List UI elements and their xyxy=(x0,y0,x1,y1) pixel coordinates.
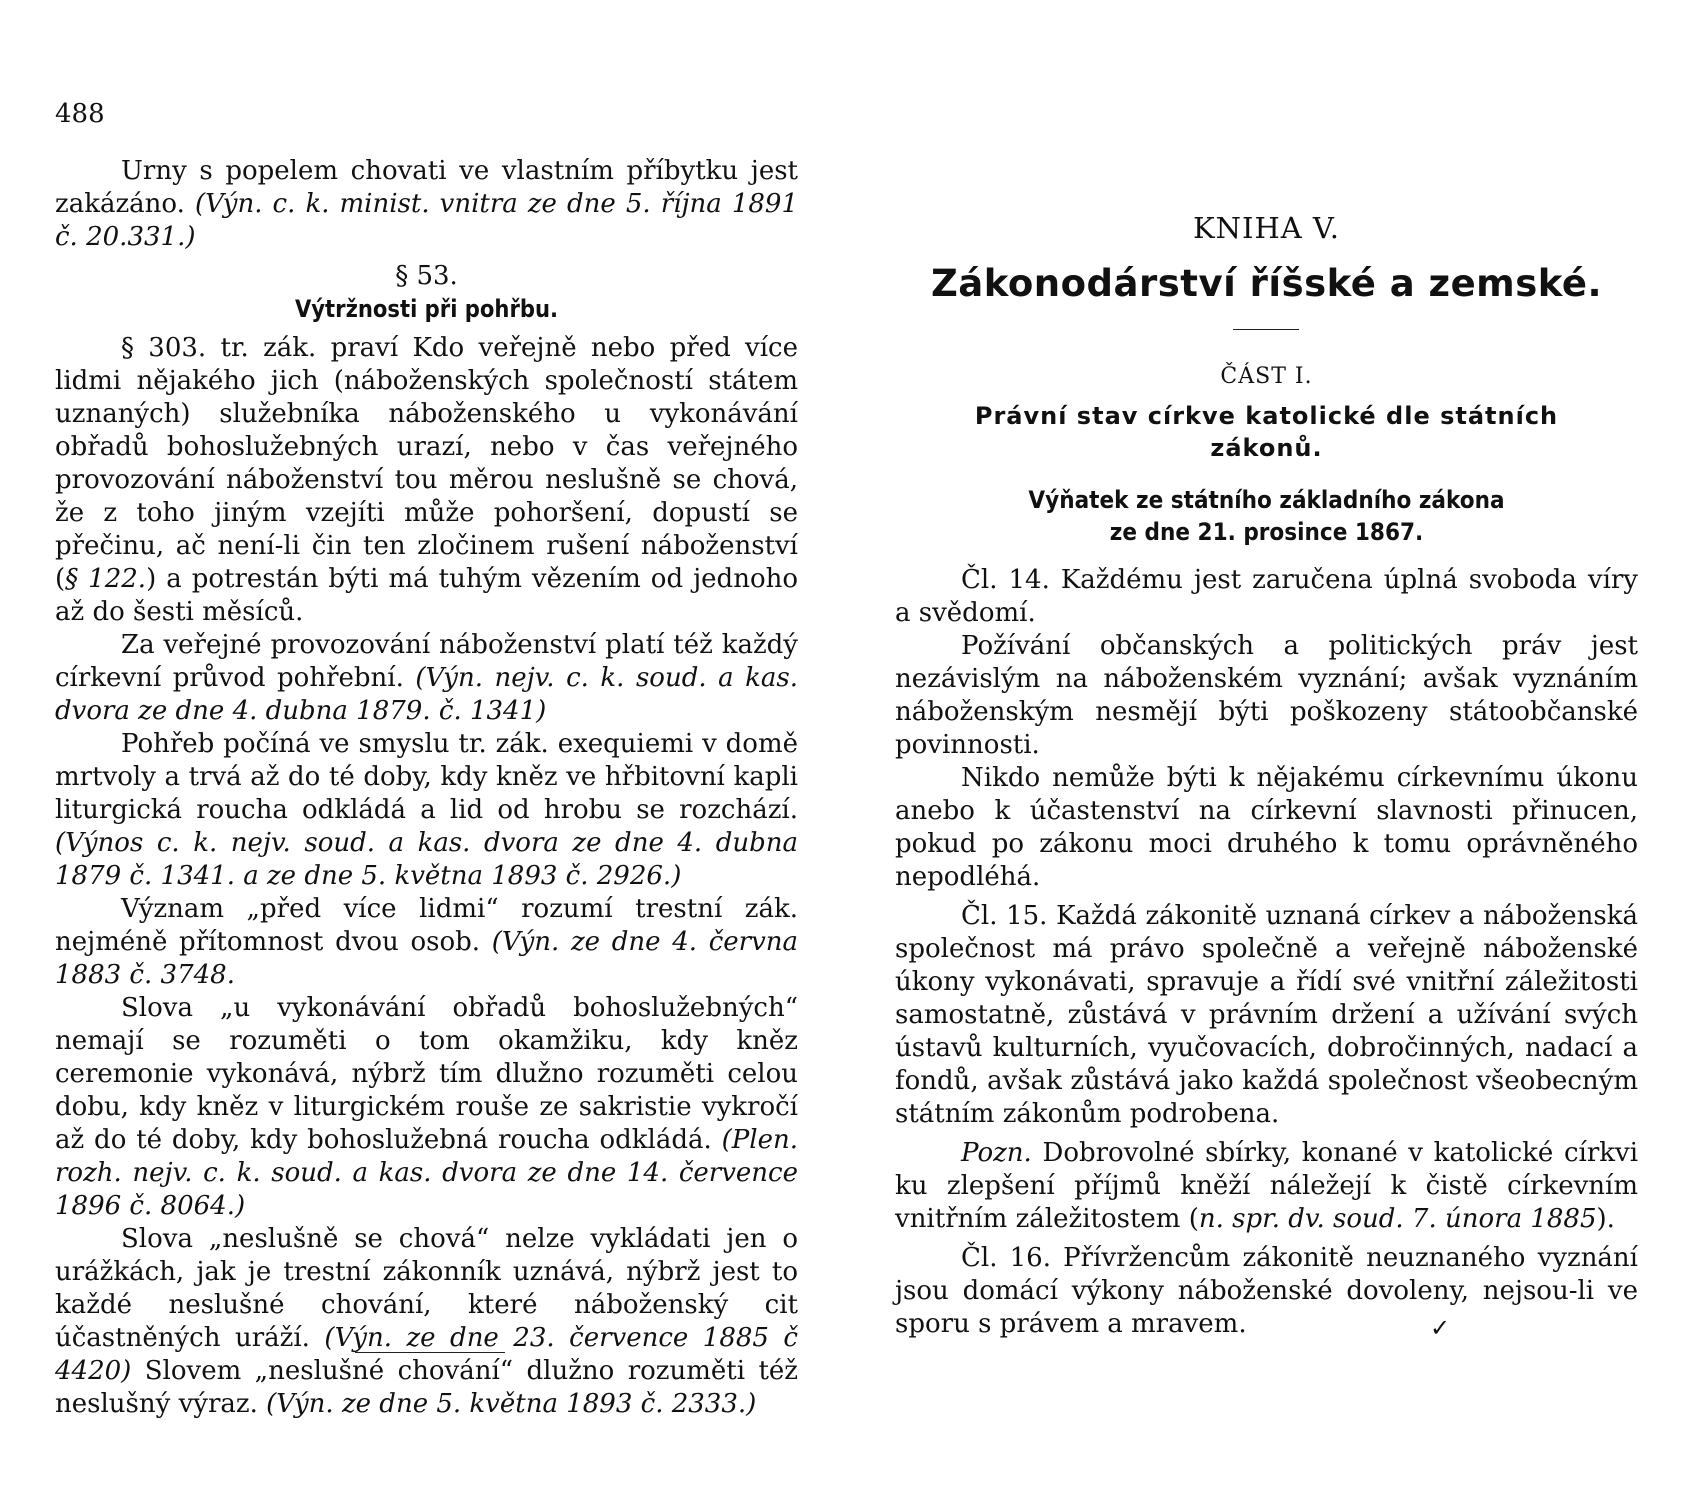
citation: (Výn. ze dne 5. května 1893 č. 2333.) xyxy=(266,1389,757,1419)
citation: (Výn. c. k. minist. vnitra ze dne 5. října 1891 č. 20.331.) xyxy=(55,189,798,252)
subtitle-line-1: Výňatek ze státního základního zákona xyxy=(1028,486,1505,514)
paragraph-text: Slova „u vykonávání obřadů bohoslužebných“ nemají se rozuměti o tom okamžiku, kdy kněz ceremonie vykonává, nýbrž tím dlužno rozuměti celou dobu, kdy kněz v liturgickém rouše ze sakristie vykročí až do té doby, kdy bohoslužebná roucha odkládá. xyxy=(55,993,798,1155)
main-title: Zákonodárství říšské a zemské. xyxy=(930,262,1603,305)
section-title-wrap xyxy=(55,293,798,326)
paragraph-no-compulsion: Nikdo nemůže býti k nějakému církevnímu úkonu anebo k účastenství na církevní slavnosti přinucen, pokud po zákonu moci druhého k tomu oprávněného nepodléhá. xyxy=(895,763,1638,892)
paragraph-text: Urny s popelem chovati ve vlastním příbytku jest zakázáno. xyxy=(55,156,798,219)
ink-mark: ✓ xyxy=(1430,1314,1451,1342)
article-15: Čl. 15. Každá zákonitě uznaná církev a náboženská společnost má právo společně a veřejně náboženské úkony vykonávati, spravuje a řídí své vnitřní záležitosti samostatně, zůstává v právním držení a užívání svých ústavů kulturních, vyučovacích, dobročinných, nadací a fondů, avšak zůstává jako každá společnost všeobecným státním zákonům podrobena. xyxy=(895,901,1638,1129)
paragraph-text: Pohřeb počíná ve smyslu tr. zák. exequiemi v domě mrtvoly a trvá až do té doby, kdy kněz ve hřbitovní kapli liturgická roucha odkládá a lid od hrobu se rozchází. xyxy=(55,729,798,825)
paragraph-text: Za veřejné provozování náboženství platí též každý církevní průvod pohřební. xyxy=(55,630,798,693)
paragraph-text: Slova „neslušně se chová“ nelze vykládati jen o urážkách, jak je trestní zákonník uznává, nýbrž jest to každé neslušné chování, které náboženský cit účastněných uráží. xyxy=(55,1224,798,1353)
paragraph-urns xyxy=(55,155,798,254)
paragraph-text-end: ) a potrestán býti má tuhým vězením od jednoho až do šesti měsíců. xyxy=(55,564,799,627)
paragraph-procession xyxy=(55,629,798,728)
title-rule xyxy=(1233,329,1299,330)
paragraph-funeral-start xyxy=(55,728,798,893)
note-paragraph xyxy=(895,1137,1638,1236)
law-reference: § 122. xyxy=(65,564,147,594)
citation: (Výn. ze dne 4. června 1883 č. 3748. xyxy=(55,927,799,990)
citation: n. spr. dv. soud. 7. února 1885 xyxy=(1198,1204,1597,1234)
page-number: 488 xyxy=(55,99,105,129)
note-label: Pozn. xyxy=(961,1138,1032,1168)
paragraph-indecent xyxy=(55,1223,798,1421)
section-title: Právní stav církve katolické dle státních zákonů. xyxy=(974,402,1559,462)
subtitle-line-2: ze dne 21. prosince 1867. xyxy=(1109,518,1424,546)
note-text: Dobrovolné sbírky, konané v katolické církvi ku zlepšení příjmů kněží náležejí k čistě církevním vnitřním záležitostem ( xyxy=(895,1138,1639,1234)
citation: (Plen. rozh. nejv. c. k. soud. a kas. dvora ze dne 14. července 1896 č. 8064.) xyxy=(55,1125,799,1221)
article-14: Čl. 14. Každému jest zaručena úplná svoboda víry a svědomí. xyxy=(895,565,1638,628)
paragraph-text-cont: Slovem „neslušné chování“ dlužno rozuměti též neslušný výraz. xyxy=(55,1356,798,1419)
section-number: § 53. xyxy=(395,261,458,291)
citation: (Výnos c. k. nejv. soud. a kas. dvora ze dne 4. dubna 1879 č. 1341. a ze dne 5. května 1893 č. 2926.) xyxy=(55,828,798,891)
citation: (Výn. ze dne 23. července 1885 č 4420) xyxy=(55,1323,798,1386)
paragraph-rites xyxy=(55,992,798,1223)
section-title: Výtržnosti při pohřbu. xyxy=(294,295,559,323)
paragraph-text: Význam „před více lidmi“ rozumí trestní zák. nejméně přítomnost dvou osob. xyxy=(55,894,798,957)
paragraph-meaning xyxy=(55,893,798,992)
citation: (Výn. nejv. c. k. soud. a kas. dvora ze dne 4. dubna 1879. č. 1341) xyxy=(55,663,799,726)
paragraph-law-303 xyxy=(55,332,798,629)
right-page-body xyxy=(895,564,1638,1341)
note-text-end: ). xyxy=(1596,1204,1615,1234)
left-page-body xyxy=(55,155,798,1421)
subtitle-block xyxy=(895,484,1638,548)
end-rule xyxy=(355,1352,505,1353)
paragraph-text: § 303. tr. zák. praví Kdo veřejně nebo před více lidmi nějakého jich (náboženských společností státem uznaných) služebníka náboženského u vykonávání obřadů bohoslužebných urazí, nebo v čas veřejného provozování náboženství tou měrou neslušně se chová, že z toho jiným vzejíti může pohoršení, dopustí se přečinu, ač není-li čin ten zločinem rušení náboženství ( xyxy=(55,333,798,594)
book-title: KNIHA V. xyxy=(1192,211,1341,245)
paragraph-civil-rights: Požívání občanských a politických práv jest nezávislým na náboženském vyznání; avšak vyznáním náboženským nesmějí býti poškozeny státoobčanské povinnosti. xyxy=(895,631,1638,760)
part-title: ČÁST I. xyxy=(1220,364,1313,389)
article-16: Čl. 16. Přívržencům zákonitě neuznaného vyznání jsou domácí výkony náboženské dovoleny, nejsou-li ve sporu s právem a mravem. xyxy=(895,1243,1638,1339)
